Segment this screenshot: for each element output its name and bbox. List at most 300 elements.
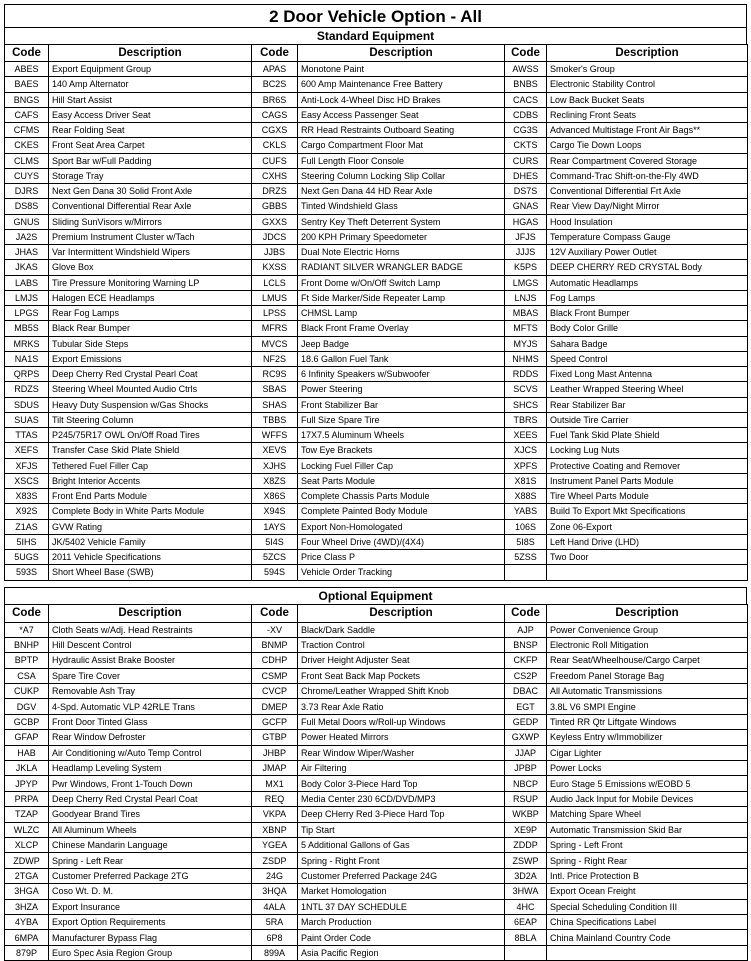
table-row: [5, 412, 748, 427]
option-description: Locking Fuel Filler Cap: [298, 458, 505, 473]
option-code: KXSS: [252, 260, 298, 275]
option-description: Deep Cherry Red Crystal Pearl Coat: [49, 367, 252, 382]
table-row: [5, 899, 748, 914]
option-code: JA2S: [5, 229, 49, 244]
option-code: RSUP: [505, 791, 547, 806]
option-description: Euro Spec Asia Region Group: [49, 945, 252, 960]
option-code: GFAP: [5, 730, 49, 745]
option-code: CSMP: [252, 668, 298, 683]
option-description: Tinted RR Qtr Liftgate Windows: [547, 714, 748, 729]
table-row: [5, 714, 748, 729]
column-header-description: Description: [298, 45, 505, 62]
option-code: NF2S: [252, 351, 298, 366]
option-description: Two Door: [547, 550, 748, 565]
option-description: Full Size Spare Tire: [298, 412, 505, 427]
option-description: Power Steering: [298, 382, 505, 397]
option-code: CURS: [505, 153, 547, 168]
option-code: JDCS: [252, 229, 298, 244]
table-row: [5, 458, 748, 473]
option-code: DMEP: [252, 699, 298, 714]
option-code: HAB: [5, 745, 49, 760]
option-code: REQ: [252, 791, 298, 806]
option-description: Hydraulic Assist Brake Booster: [49, 653, 252, 668]
option-description: Cigar Lighter: [547, 745, 748, 760]
option-code: BNMP: [252, 637, 298, 652]
option-description: Export Insurance: [49, 899, 252, 914]
option-code: JFJS: [505, 229, 547, 244]
option-description: Transfer Case Skid Plate Shield: [49, 443, 252, 458]
option-code: XEES: [505, 428, 547, 443]
option-description: Cargo Tie Down Loops: [547, 138, 748, 153]
option-code: JJJS: [505, 245, 547, 260]
option-code: GCFP: [252, 714, 298, 729]
table-row: [5, 290, 748, 305]
option-description: Glove Box: [49, 260, 252, 275]
option-description: 3.8L V6 SMPI Engine: [547, 699, 748, 714]
option-description: 4-Spd. Automatic VLP 42RLE Trans: [49, 699, 252, 714]
option-description: Media Center 230 6CD/DVD/MP3: [298, 791, 505, 806]
option-code: XPFS: [505, 458, 547, 473]
table-row: [5, 745, 748, 760]
option-code: [505, 945, 547, 960]
option-code: CKES: [5, 138, 49, 153]
option-description: Sport Bar w/Full Padding: [49, 153, 252, 168]
option-description: Conventional Differential Frt Axle: [547, 184, 748, 199]
option-code: JPBP: [505, 761, 547, 776]
option-description: Export Option Requirements: [49, 914, 252, 929]
option-description: Storage Tray: [49, 168, 252, 183]
option-description: 5 Additional Gallons of Gas: [298, 837, 505, 852]
column-header-code: Code: [252, 45, 298, 62]
table-row: [5, 868, 748, 883]
table-row: [5, 367, 748, 382]
option-description: Vehicle Order Tracking: [298, 565, 505, 580]
option-code: 3HQA: [252, 884, 298, 899]
option-description: China Specifications Label: [547, 914, 748, 929]
option-code: WKBP: [505, 807, 547, 822]
option-code: SHAS: [252, 397, 298, 412]
option-code: TBBS: [252, 412, 298, 427]
option-description: Tethered Fuel Filler Cap: [49, 458, 252, 473]
option-description: Chinese Mandarin Language: [49, 837, 252, 852]
option-code: LABS: [5, 275, 49, 290]
table-row: [5, 565, 748, 580]
table-row: [5, 668, 748, 683]
option-description: 6 Infinity Speakers w/Subwoofer: [298, 367, 505, 382]
option-code: GBBS: [252, 199, 298, 214]
table-row: [5, 62, 748, 77]
option-description: Spring - Left Front: [547, 837, 748, 852]
option-description: Price Class P: [298, 550, 505, 565]
option-code: 4HC: [505, 899, 547, 914]
option-code: CGXS: [252, 123, 298, 138]
option-description: Asia Pacific Region: [298, 945, 505, 960]
table-row: [5, 275, 748, 290]
option-code: X8ZS: [252, 473, 298, 488]
option-description: Automatic Headlamps: [547, 275, 748, 290]
option-description: RR Head Restraints Outboard Seating: [298, 123, 505, 138]
table-row: [5, 260, 748, 275]
option-code: 5ZSS: [505, 550, 547, 565]
option-code: PRPA: [5, 791, 49, 806]
option-description: Freedom Panel Storage Bag: [547, 668, 748, 683]
option-code: CG3S: [505, 123, 547, 138]
option-description: 140 Amp Alternator: [49, 77, 252, 92]
option-code: BNBS: [505, 77, 547, 92]
option-description: Seat Parts Module: [298, 473, 505, 488]
option-code: 5I4S: [252, 534, 298, 549]
option-code: ZDDP: [505, 837, 547, 852]
option-description: Steering Wheel Mounted Audio Ctrls: [49, 382, 252, 397]
option-code: CSA: [5, 668, 49, 683]
option-description: Tubular Side Steps: [49, 336, 252, 351]
option-code: X81S: [505, 473, 547, 488]
column-header-code: Code: [505, 45, 547, 62]
table-row: [5, 443, 748, 458]
option-code: TTAS: [5, 428, 49, 443]
option-description: Bright Interior Accents: [49, 473, 252, 488]
option-description: Leather Wrapped Steering Wheel: [547, 382, 748, 397]
option-description: Cargo Compartment Floor Mat: [298, 138, 505, 153]
option-code: AJP: [505, 622, 547, 637]
option-description: Deep CHerry Red 3-Piece Hard Top: [298, 807, 505, 822]
option-description: Customer Preferred Package 24G: [298, 868, 505, 883]
option-code: JKLA: [5, 761, 49, 776]
option-description: Complete Painted Body Module: [298, 504, 505, 519]
option-code: MFTS: [505, 321, 547, 336]
option-code: LNJS: [505, 290, 547, 305]
option-code: XJHS: [252, 458, 298, 473]
option-code: K5PS: [505, 260, 547, 275]
option-description: GVW Rating: [49, 519, 252, 534]
option-description: Instrument Panel Parts Module: [547, 473, 748, 488]
option-description: Export Ocean Freight: [547, 884, 748, 899]
option-code: 593S: [5, 565, 49, 580]
option-code: CUYS: [5, 168, 49, 183]
option-code: X92S: [5, 504, 49, 519]
option-code: 3HZA: [5, 899, 49, 914]
option-description: Steering Column Locking Slip Collar: [298, 168, 505, 183]
option-description: 600 Amp Maintenance Free Battery: [298, 77, 505, 92]
option-description: Air Conditioning w/Auto Temp Control: [49, 745, 252, 760]
option-description: Power Heated Mirrors: [298, 730, 505, 745]
table-row: [5, 123, 748, 138]
table-row: [5, 397, 748, 412]
option-description: Rear Stabilizer Bar: [547, 397, 748, 412]
option-description: Tire Wheel Parts Module: [547, 489, 748, 504]
option-description: Manufacturer Bypass Flag: [49, 930, 252, 945]
option-description: Dual Note Electric Horns: [298, 245, 505, 260]
option-description: Spring - Left Rear: [49, 853, 252, 868]
table-row: [5, 684, 748, 699]
option-code: 8BLA: [505, 930, 547, 945]
option-description: All Automatic Transmissions: [547, 684, 748, 699]
option-description: Fuel Tank Skid Plate Shield: [547, 428, 748, 443]
option-description: Four Wheel Drive (4WD)/(4X4): [298, 534, 505, 549]
option-description: Power Locks: [547, 761, 748, 776]
option-code: 5I8S: [505, 534, 547, 549]
option-description: Tip Start: [298, 822, 505, 837]
option-code: JKAS: [5, 260, 49, 275]
option-code: LMUS: [252, 290, 298, 305]
option-description: Build To Export Mkt Specifications: [547, 504, 748, 519]
option-code: GXWP: [505, 730, 547, 745]
option-code: CUFS: [252, 153, 298, 168]
table-row: [5, 245, 748, 260]
option-description: Temperature Compass Gauge: [547, 229, 748, 244]
option-code: RC9S: [252, 367, 298, 382]
option-description: [547, 565, 748, 580]
table-row: [5, 853, 748, 868]
option-code: GTBP: [252, 730, 298, 745]
option-description: Special Scheduling Condition III: [547, 899, 748, 914]
option-code: JPYP: [5, 776, 49, 791]
table-row: [5, 489, 748, 504]
option-code: CFMS: [5, 123, 49, 138]
option-description: Easy Access Driver Seat: [49, 107, 252, 122]
option-code: HGAS: [505, 214, 547, 229]
table-row: [5, 914, 748, 929]
table-row: [5, 637, 748, 652]
table-row: [5, 199, 748, 214]
option-code: NBCP: [505, 776, 547, 791]
option-code: XLCP: [5, 837, 49, 852]
option-description: Headlamp Leveling System: [49, 761, 252, 776]
option-code: XSCS: [5, 473, 49, 488]
option-description: Tilt Steering Column: [49, 412, 252, 427]
option-code: BC2S: [252, 77, 298, 92]
option-code: LMJS: [5, 290, 49, 305]
option-code: LMGS: [505, 275, 547, 290]
option-description: Removable Ash Tray: [49, 684, 252, 699]
option-code: QRPS: [5, 367, 49, 382]
option-code: WLZC: [5, 822, 49, 837]
table-row: [5, 184, 748, 199]
option-description: Black/Dark Saddle: [298, 622, 505, 637]
option-description: RADIANT SILVER WRANGLER BADGE: [298, 260, 505, 275]
option-code: X88S: [505, 489, 547, 504]
table-row: [5, 807, 748, 822]
option-code: DBAC: [505, 684, 547, 699]
option-description: Electronic Roll Mitigation: [547, 637, 748, 652]
option-description: Rear Compartment Covered Storage: [547, 153, 748, 168]
option-code: 3HGA: [5, 884, 49, 899]
table-row: [5, 382, 748, 397]
column-header-description: Description: [298, 604, 505, 622]
table-row: [5, 730, 748, 745]
option-code: 106S: [505, 519, 547, 534]
table-row: [5, 214, 748, 229]
option-code: BR6S: [252, 92, 298, 107]
option-code: YGEA: [252, 837, 298, 852]
table-row: [5, 884, 748, 899]
option-description: Spring - Right Rear: [547, 853, 748, 868]
option-code: Z1AS: [5, 519, 49, 534]
option-description: China Mainland Country Code: [547, 930, 748, 945]
option-code: DS7S: [505, 184, 547, 199]
option-description: Chrome/Leather Wrapped Shift Knob: [298, 684, 505, 699]
option-code: GXXS: [252, 214, 298, 229]
option-description: Outside Tire Carrier: [547, 412, 748, 427]
column-header-code: Code: [5, 45, 49, 62]
option-code: MBAS: [505, 306, 547, 321]
option-code: SUAS: [5, 412, 49, 427]
option-description: Goodyear Brand Tires: [49, 807, 252, 822]
option-code: CKLS: [252, 138, 298, 153]
option-description: Matching Spare Wheel: [547, 807, 748, 822]
option-description: Low Back Bucket Seats: [547, 92, 748, 107]
table-header-row: [5, 604, 748, 622]
table-row: [5, 107, 748, 122]
option-description: Next Gen Dana 44 HD Rear Axle: [298, 184, 505, 199]
option-code: JJAP: [505, 745, 547, 760]
option-description: Audio Jack Input for Mobile Devices: [547, 791, 748, 806]
option-code: EGT: [505, 699, 547, 714]
option-code: [505, 565, 547, 580]
option-description: Electronic Stability Control: [547, 77, 748, 92]
table-header-row: [5, 45, 748, 62]
option-code: DHES: [505, 168, 547, 183]
optional-equipment-heading: Optional Equipment: [4, 587, 747, 604]
option-description: Full Metal Doors w/Roll-up Windows: [298, 714, 505, 729]
option-description: JK/5402 Vehicle Family: [49, 534, 252, 549]
option-code: BNSP: [505, 637, 547, 652]
option-code: 24G: [252, 868, 298, 883]
option-description: Front Seat Area Carpet: [49, 138, 252, 153]
table-row: [5, 699, 748, 714]
option-code: MX1: [252, 776, 298, 791]
option-description: Reclining Front Seats: [547, 107, 748, 122]
option-code: JJBS: [252, 245, 298, 260]
option-description: Spring - Right Front: [298, 853, 505, 868]
option-code: LPGS: [5, 306, 49, 321]
option-code: DRZS: [252, 184, 298, 199]
option-description: Sahara Badge: [547, 336, 748, 351]
table-row: [5, 550, 748, 565]
option-code: CXHS: [252, 168, 298, 183]
option-description: P245/75R17 OWL On/Off Road Tires: [49, 428, 252, 443]
option-code: 1AYS: [252, 519, 298, 534]
option-code: RDDS: [505, 367, 547, 382]
table-row: [5, 930, 748, 945]
option-description: Rear Window Wiper/Washer: [298, 745, 505, 760]
option-description: Tow Eye Brackets: [298, 443, 505, 458]
option-code: XEFS: [5, 443, 49, 458]
option-description: Euro Stage 5 Emissions w/EOBD 5: [547, 776, 748, 791]
option-description: Zone 06-Export: [547, 519, 748, 534]
option-code: 5UGS: [5, 550, 49, 565]
option-description: Traction Control: [298, 637, 505, 652]
option-code: 5ZCS: [252, 550, 298, 565]
option-code: 3HWA: [505, 884, 547, 899]
option-description: Next Gen Dana 30 Solid Front Axle: [49, 184, 252, 199]
table-row: [5, 534, 748, 549]
optional-equipment-table: [4, 604, 748, 961]
option-code: TBRS: [505, 412, 547, 427]
option-description: Front Seat Back Map Pockets: [298, 668, 505, 683]
option-code: 6MPA: [5, 930, 49, 945]
option-description: Sliding SunVisors w/Mirrors: [49, 214, 252, 229]
table-row: [5, 504, 748, 519]
option-description: Keyless Entry w/Immobilizer: [547, 730, 748, 745]
option-description: 18.6 Gallon Fuel Tank: [298, 351, 505, 366]
option-code: SDUS: [5, 397, 49, 412]
option-description: Locking Lug Nuts: [547, 443, 748, 458]
table-row: [5, 761, 748, 776]
option-code: 879P: [5, 945, 49, 960]
option-description: Market Homologation: [298, 884, 505, 899]
option-code: XFJS: [5, 458, 49, 473]
option-code: AWSS: [505, 62, 547, 77]
option-code: JMAP: [252, 761, 298, 776]
option-description: 17X7.5 Aluminum Wheels: [298, 428, 505, 443]
option-description: Full Length Floor Console: [298, 153, 505, 168]
option-description: Easy Access Passenger Seat: [298, 107, 505, 122]
column-header-description: Description: [49, 604, 252, 622]
option-description: Hill Start Assist: [49, 92, 252, 107]
table-row: [5, 168, 748, 183]
option-code: TZAP: [5, 807, 49, 822]
option-description: Complete Body in White Parts Module: [49, 504, 252, 519]
option-code: LPSS: [252, 306, 298, 321]
option-description: Front End Parts Module: [49, 489, 252, 504]
table-row: [5, 138, 748, 153]
option-code: GNAS: [505, 199, 547, 214]
option-code: DS8S: [5, 199, 49, 214]
option-description: Spare Tire Cover: [49, 668, 252, 683]
option-code: CVCP: [252, 684, 298, 699]
option-description: Anti-Lock 4-Wheel Disc HD Brakes: [298, 92, 505, 107]
option-description: DEEP CHERRY RED CRYSTAL Body: [547, 260, 748, 275]
option-description: Heavy Duty Suspension w/Gas Shocks: [49, 397, 252, 412]
option-description: Var Intermittent Windshield Wipers: [49, 245, 252, 260]
option-code: BNGS: [5, 92, 49, 107]
option-description: Body Color 3-Piece Hard Top: [298, 776, 505, 791]
option-code: WFFS: [252, 428, 298, 443]
option-description: Smoker's Group: [547, 62, 748, 77]
option-description: Rear Seat/Wheelhouse/Cargo Carpet: [547, 653, 748, 668]
option-description: Customer Preferred Package 2TG: [49, 868, 252, 883]
option-description: Black Front Bumper: [547, 306, 748, 321]
option-code: ZDWP: [5, 853, 49, 868]
column-header-code: Code: [505, 604, 547, 622]
option-code: MVCS: [252, 336, 298, 351]
option-code: XEVS: [252, 443, 298, 458]
option-code: CDBS: [505, 107, 547, 122]
option-description: 2011 Vehicle Specifications: [49, 550, 252, 565]
standard-equipment-heading: Standard Equipment: [4, 27, 747, 44]
option-description: 12V Auxiliary Power Outlet: [547, 245, 748, 260]
option-description: March Production: [298, 914, 505, 929]
table-row: [5, 473, 748, 488]
page-title: 2 Door Vehicle Option - All: [4, 4, 747, 27]
option-description: Short Wheel Base (SWB): [49, 565, 252, 580]
option-code: CUKP: [5, 684, 49, 699]
table-row: [5, 351, 748, 366]
table-row: [5, 519, 748, 534]
option-code: DJRS: [5, 184, 49, 199]
option-description: Rear Fog Lamps: [49, 306, 252, 321]
option-description: Power Convenience Group: [547, 622, 748, 637]
option-description: Black Front Frame Overlay: [298, 321, 505, 336]
option-code: CLMS: [5, 153, 49, 168]
table-row: [5, 321, 748, 336]
table-row: [5, 837, 748, 852]
option-code: GEDP: [505, 714, 547, 729]
option-description: Tire Pressure Monitoring Warning LP: [49, 275, 252, 290]
option-description: Hill Descent Control: [49, 637, 252, 652]
option-description: 200 KPH Primary Speedometer: [298, 229, 505, 244]
